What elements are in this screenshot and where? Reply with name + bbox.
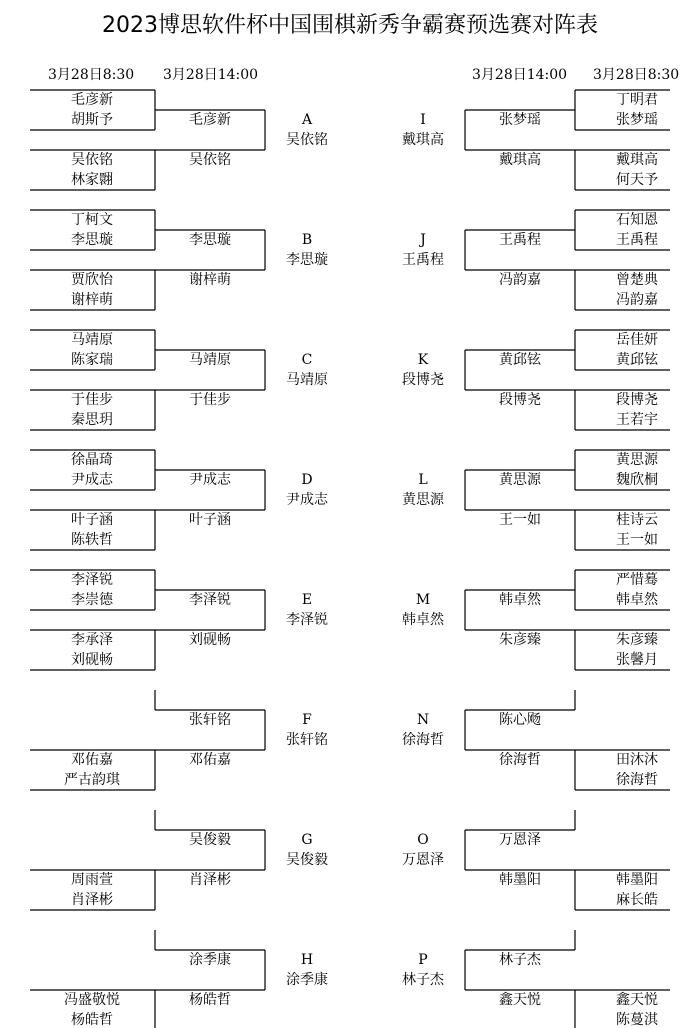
right-r1-player: 徐海哲: [616, 772, 658, 788]
left-r1-player: 李思璇: [71, 232, 113, 248]
right-r1-player: 韩卓然: [616, 592, 658, 608]
right-r1-player: 麻长皓: [616, 892, 658, 908]
right-r1-player: 桂诗云: [616, 512, 658, 528]
left-r1-player: 于佳步: [71, 392, 113, 408]
group-letter: N: [416, 712, 430, 728]
group-letter: A: [301, 112, 313, 128]
right-r1-player: 韩墨阳: [616, 872, 658, 888]
left-r2-player: 谢梓萌: [189, 272, 231, 288]
right-r2-player: 朱彦臻: [499, 632, 541, 648]
page-title: 2023博思软件杯中国围棋新秀争霸赛预选赛对阵表: [102, 13, 598, 38]
group-letter: L: [418, 472, 428, 488]
group-winner: 李思璇: [286, 252, 328, 268]
right-round2-header: 3月28日14:00: [472, 67, 568, 83]
left-r2-player: 肖泽彬: [189, 872, 231, 888]
right-r2-player: 张梦瑶: [499, 112, 541, 128]
left-r1-player: 肖泽彬: [71, 892, 113, 908]
left-r2-player: 杨皓哲: [189, 992, 231, 1008]
left-r1-player: 严古韵琪: [64, 772, 120, 788]
right-r2-player: 鑫天悦: [499, 992, 541, 1008]
left-r2-player: 刘砚畅: [189, 632, 231, 648]
group-letter: C: [301, 352, 313, 368]
left-r2-player: 李思璇: [189, 232, 231, 248]
group-winner: 徐海哲: [402, 732, 444, 748]
left-r1-player: 丁柯文: [71, 212, 113, 228]
right-r1-player: 何天予: [616, 172, 658, 188]
group-winner: 万恩泽: [402, 852, 444, 868]
left-r1-player: 周雨萱: [71, 872, 113, 888]
left-r1-player: 谢梓萌: [71, 292, 113, 308]
right-r2-player: 王禹程: [499, 232, 541, 248]
left-r1-player: 陈轶哲: [71, 532, 113, 548]
left-r1-player: 叶子涵: [71, 512, 113, 528]
right-r2-player: 王一如: [499, 512, 541, 528]
left-r1-player: 毛彦新: [71, 92, 113, 108]
left-round2-header: 3月28日14:00: [163, 67, 259, 83]
right-r1-player: 冯韵嘉: [616, 292, 658, 308]
right-r2-player: 陈心飏: [499, 712, 541, 728]
right-r2-player: 黄邱铉: [499, 352, 541, 368]
right-r1-player: 王若宇: [616, 412, 658, 428]
right-r1-player: 严惜蓦: [616, 572, 658, 588]
left-r2-player: 吴依铭: [189, 152, 231, 168]
group-letter: D: [301, 472, 313, 488]
left-r1-player: 贾欣怡: [71, 272, 113, 288]
group-letter: H: [300, 952, 314, 968]
left-r1-player: 徐晶琦: [71, 452, 113, 468]
right-r1-player: 魏欣桐: [616, 472, 658, 488]
group-letter: F: [302, 712, 312, 728]
left-r1-player: 马靖原: [71, 332, 113, 348]
left-r2-player: 于佳步: [189, 392, 231, 408]
left-r1-player: 胡斯予: [71, 112, 113, 128]
left-r1-player: 尹成志: [71, 472, 113, 488]
right-r2-player: 戴琪高: [499, 152, 541, 168]
group-winner: 黄思源: [402, 492, 444, 508]
right-r1-player: 朱彦臻: [616, 632, 658, 648]
group-winner: 韩卓然: [402, 612, 444, 628]
right-r1-player: 黄邱铉: [616, 352, 658, 368]
right-r1-player: 段博尧: [616, 392, 658, 408]
right-r1-player: 岳佳妍: [616, 332, 658, 348]
right-r2-player: 黄思源: [499, 472, 541, 488]
group-winner: 吴俊毅: [286, 852, 328, 868]
right-r2-player: 段博尧: [499, 392, 541, 408]
left-r2-player: 毛彦新: [189, 112, 231, 128]
group-letter: P: [418, 952, 428, 968]
group-winner: 戴琪高: [402, 132, 444, 148]
group-letter: I: [420, 112, 426, 128]
right-r2-player: 韩墨阳: [499, 872, 541, 888]
right-r1-player: 田沐沐: [616, 752, 658, 768]
group-winner: 吴依铭: [286, 132, 328, 148]
group-winner: 王禹程: [402, 252, 444, 268]
right-r1-player: 张馨月: [616, 652, 658, 668]
group-letter: M: [415, 592, 431, 608]
group-letter: J: [420, 232, 426, 248]
left-r2-player: 尹成志: [189, 472, 231, 488]
left-r1-player: 陈家瑞: [71, 352, 113, 368]
group-letter: E: [301, 592, 313, 608]
group-winner: 马靖原: [286, 372, 328, 388]
left-round1-header: 3月28日8:30: [48, 67, 135, 83]
left-r1-player: 冯盛敬悦: [64, 992, 120, 1008]
group-winner: 段博尧: [402, 372, 444, 388]
group-letter: G: [301, 832, 313, 848]
group-letter: K: [417, 352, 429, 368]
left-r1-player: 邓佑嘉: [71, 752, 113, 768]
right-r2-player: 万恩泽: [499, 832, 541, 848]
right-r1-player: 曾楚典: [616, 272, 658, 288]
left-r2-player: 叶子涵: [189, 512, 231, 528]
right-r1-player: 张梦瑶: [616, 112, 658, 128]
right-r2-player: 徐海哲: [499, 752, 541, 768]
right-r2-player: 林子杰: [499, 952, 541, 968]
right-r2-player: 韩卓然: [499, 592, 541, 608]
right-r1-player: 戴琪高: [616, 152, 658, 168]
right-r1-player: 黄思源: [616, 452, 658, 468]
left-r2-player: 涂季康: [189, 952, 231, 968]
right-r1-player: 鑫天悦: [616, 992, 658, 1008]
right-r1-player: 丁明君: [616, 92, 658, 108]
left-r2-player: 李泽锐: [189, 592, 231, 608]
left-r1-player: 秦思玥: [71, 412, 113, 428]
right-r1-player: 石知恩: [616, 212, 658, 228]
group-winner: 张轩铭: [286, 732, 328, 748]
left-r2-player: 邓佑嘉: [189, 752, 231, 768]
group-letter: B: [301, 232, 313, 248]
group-winner: 林子杰: [402, 972, 444, 988]
group-winner: 涂季康: [286, 972, 328, 988]
group-winner: 李泽锐: [286, 612, 328, 628]
left-r1-player: 李承泽: [71, 632, 113, 648]
left-r1-player: 李泽锐: [71, 572, 113, 588]
right-r1-player: 王一如: [616, 532, 658, 548]
right-r2-player: 冯韵嘉: [499, 272, 541, 288]
left-r1-player: 李崇德: [71, 592, 113, 608]
group-letter: O: [417, 832, 429, 848]
left-r1-player: 杨皓哲: [71, 1012, 113, 1028]
group-winner: 尹成志: [286, 492, 328, 508]
left-r2-player: 吴俊毅: [189, 832, 231, 848]
left-r1-player: 林家翾: [71, 172, 113, 188]
left-r1-player: 刘砚畅: [71, 652, 113, 668]
left-r1-player: 吴依铭: [71, 152, 113, 168]
right-r1-player: 王禹程: [616, 232, 658, 248]
left-r2-player: 马靖原: [189, 352, 231, 368]
left-r2-player: 张轩铭: [189, 712, 231, 728]
right-round1-header: 3月28日8:30: [593, 67, 680, 83]
right-r1-player: 陈蔓淇: [616, 1012, 658, 1028]
